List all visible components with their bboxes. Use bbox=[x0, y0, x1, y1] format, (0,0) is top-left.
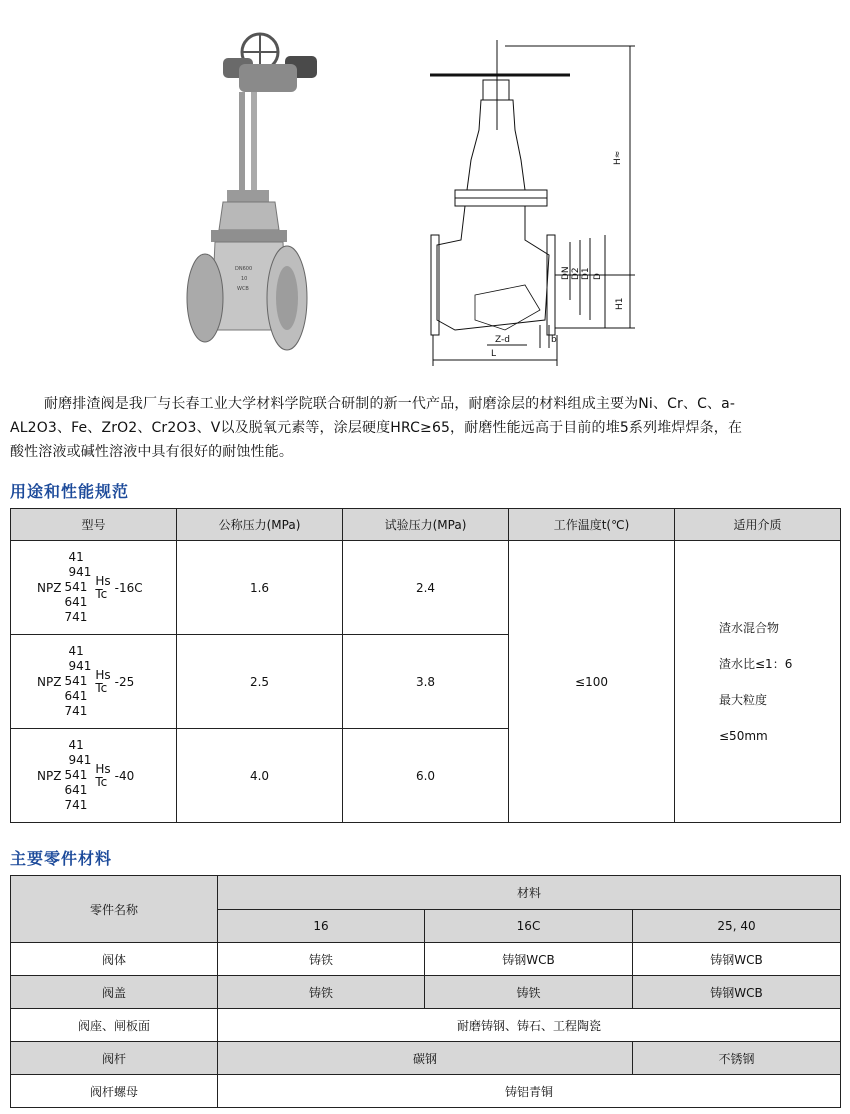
header-part-name: 零件名称 bbox=[11, 876, 218, 943]
medium-line: ≤50mm bbox=[719, 728, 768, 743]
material-cell: 铸钢WCB bbox=[425, 943, 633, 976]
body-marking-1: DN600 bbox=[235, 266, 253, 272]
subheader-25-40: 25, 40 bbox=[633, 909, 841, 943]
material-cell: 铸铁 bbox=[425, 976, 633, 1009]
part-name-cell: 阀杆螺母 bbox=[11, 1075, 218, 1108]
nominal-pressure-cell: 2.5 bbox=[177, 635, 343, 729]
temperature-cell: ≤100 bbox=[509, 541, 675, 823]
performance-section-title: 用途和性能规范 bbox=[10, 482, 130, 501]
model-suffix: -25 bbox=[114, 674, 135, 689]
model-number: 941 bbox=[68, 659, 92, 673]
dim-label-d1: D1 bbox=[581, 267, 591, 280]
model-prefix: NPZ bbox=[37, 768, 62, 783]
table-row bbox=[11, 1009, 841, 1042]
dim-label-d: D bbox=[593, 273, 603, 280]
model-number: 41 bbox=[68, 550, 84, 564]
intro-line-3: 酸性溶液或碱性溶液中具有很好的耐蚀性能。 bbox=[10, 444, 293, 460]
materials-header-row bbox=[11, 876, 841, 910]
model-cell bbox=[11, 541, 177, 635]
subheader-16: 16 bbox=[218, 909, 425, 943]
table-row bbox=[11, 943, 841, 976]
dim-label-h1: H1 bbox=[615, 297, 625, 310]
header-medium: 适用介质 bbox=[675, 509, 841, 541]
materials-section-title: 主要零件材料 bbox=[10, 849, 113, 868]
model-number: 641 bbox=[64, 689, 88, 703]
test-pressure-cell: 3.8 bbox=[343, 635, 509, 729]
model-number: 741 bbox=[64, 610, 88, 624]
test-pressure-cell: 2.4 bbox=[343, 541, 509, 635]
model-tc: Tc bbox=[95, 680, 108, 695]
model-number: 741 bbox=[64, 704, 88, 718]
model-hs: Hs bbox=[95, 667, 111, 682]
part-name-cell: 阀杆 bbox=[11, 1042, 218, 1075]
dim-label-b: b bbox=[551, 335, 557, 345]
part-name-cell: 阀座、闸板面 bbox=[11, 1009, 218, 1042]
model-suffix: -16C bbox=[114, 580, 143, 595]
model-number: 641 bbox=[64, 595, 88, 609]
dim-label-zd: Z-d bbox=[495, 335, 510, 345]
table-row bbox=[11, 541, 841, 635]
model-number: 41 bbox=[68, 738, 84, 752]
header-material: 材料 bbox=[218, 876, 841, 910]
model-number: 541 bbox=[64, 580, 88, 594]
valve-dimension-drawing bbox=[430, 40, 635, 366]
model-number: 541 bbox=[64, 674, 88, 688]
model-number: 941 bbox=[68, 565, 92, 579]
model-tc: Tc bbox=[95, 774, 108, 789]
medium-line: 渣水混合物 bbox=[719, 620, 780, 635]
medium-line: 最大粒度 bbox=[719, 692, 768, 707]
test-pressure-cell: 6.0 bbox=[343, 729, 509, 823]
body-marking-3: WCB bbox=[237, 286, 249, 292]
model-number: 541 bbox=[64, 768, 88, 782]
model-cell bbox=[11, 729, 177, 823]
material-cell: 铸铝青铜 bbox=[218, 1075, 841, 1108]
intro-line-2: AL2O3、Fe、ZrO2、Cr2O3、V以及脱氧元素等，涂层硬度HRC≥65，耐磨性能远高于目前的堆5系列堆焊焊条，在 bbox=[10, 420, 743, 436]
model-tc: Tc bbox=[95, 586, 108, 601]
material-cell: 铸钢WCB bbox=[633, 976, 841, 1009]
valve-figure bbox=[175, 30, 675, 370]
intro-line-1: 耐磨排渣阀是我厂与长春工业大学材料学院联合研制的新一代产品，耐磨涂层的材料组成主要为Ni、Cr、C、a- bbox=[44, 396, 736, 412]
model-number: 941 bbox=[68, 753, 92, 767]
material-cell: 不锈钢 bbox=[633, 1042, 841, 1075]
header-model: 型号 bbox=[11, 509, 177, 541]
model-hs: Hs bbox=[95, 573, 111, 588]
material-cell: 碳钢 bbox=[218, 1042, 633, 1075]
performance-header-row bbox=[11, 509, 841, 541]
material-cell: 铸钢WCB bbox=[633, 943, 841, 976]
table-row bbox=[11, 976, 841, 1009]
valve-photo bbox=[187, 34, 317, 350]
header-test-pressure: 试验压力(MPa) bbox=[343, 509, 509, 541]
model-cell bbox=[11, 635, 177, 729]
materials-table bbox=[10, 875, 841, 1108]
part-name-cell: 阀盖 bbox=[11, 976, 218, 1009]
model-number: 41 bbox=[68, 644, 84, 658]
intro-paragraph bbox=[10, 392, 840, 464]
dim-label-d2: D2 bbox=[571, 267, 581, 280]
medium-cell bbox=[675, 541, 841, 823]
header-nominal-pressure: 公称压力(MPa) bbox=[177, 509, 343, 541]
material-cell: 铸铁 bbox=[218, 943, 425, 976]
dim-label-dn: DN bbox=[561, 266, 571, 280]
model-prefix: NPZ bbox=[37, 580, 62, 595]
model-number: 741 bbox=[64, 798, 88, 812]
performance-table bbox=[10, 508, 841, 823]
model-number: 641 bbox=[64, 783, 88, 797]
table-row bbox=[11, 1042, 841, 1075]
medium-line: 渣水比≤1：6 bbox=[719, 656, 793, 671]
dim-label-l: L bbox=[491, 349, 497, 359]
model-hs: Hs bbox=[95, 761, 111, 776]
material-cell: 铸铁 bbox=[218, 976, 425, 1009]
nominal-pressure-cell: 1.6 bbox=[177, 541, 343, 635]
dim-label-h: H≈ bbox=[613, 150, 623, 165]
model-suffix: -40 bbox=[114, 768, 135, 783]
header-work-temperature: 工作温度t(℃) bbox=[509, 509, 675, 541]
table-row bbox=[11, 1075, 841, 1108]
material-cell: 耐磨铸钢、铸石、工程陶瓷 bbox=[218, 1009, 841, 1042]
model-prefix: NPZ bbox=[37, 674, 62, 689]
subheader-16c: 16C bbox=[425, 909, 633, 943]
nominal-pressure-cell: 4.0 bbox=[177, 729, 343, 823]
part-name-cell: 阀体 bbox=[11, 943, 218, 976]
body-marking-2: 10 bbox=[241, 276, 248, 282]
